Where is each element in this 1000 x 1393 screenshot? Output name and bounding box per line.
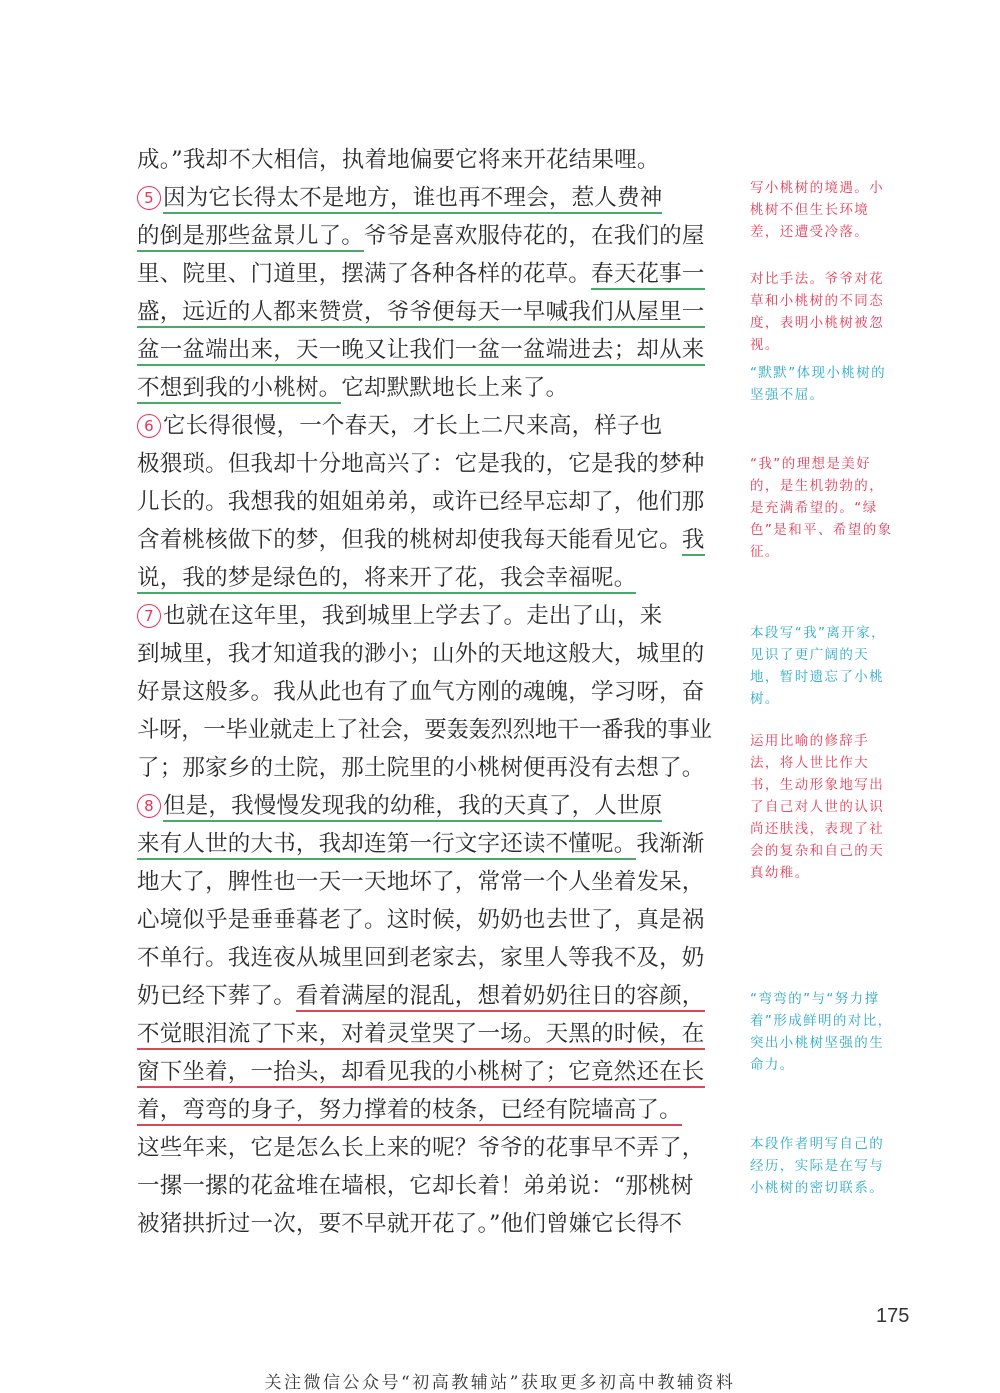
underlined-text: 不觉眼泪流了下来，对着灵堂哭了一场。天黑的时候，在: [137, 1021, 705, 1050]
text-line: [137, 335, 707, 365]
paragraph-number-8: 8: [137, 794, 161, 818]
underlined-text: 看着满屋的混乱，想着奶奶往日的容颜，: [296, 983, 705, 1012]
margin-note: 对比手法。爷爷对花草和小桃树的不同态度，表明小桃树被忽视。: [750, 271, 885, 353]
text-line: 了；那家乡的土院，那土院里的小桃树便再没有去想了。: [137, 755, 705, 781]
text-line: 地大了，脾性也一天一天地坏了，常常一个人坐着发呆，: [137, 869, 705, 895]
underlined-text: 的倒是那些盆景儿了。: [137, 223, 364, 252]
text-line: 好景这般多。我从此也有了血气方刚的魂魄，学习呀，奋: [137, 679, 705, 705]
text-line: [137, 563, 707, 593]
underlined-text: 盆一盆端出来，天一晚又让我们一盆一盆端进去；却从来: [137, 337, 705, 366]
paragraph-number-5: 5: [137, 186, 161, 210]
paragraph-number-7: 7: [137, 604, 161, 628]
margin-note: 本段作者明写自己的经历，实际是在写与小桃树的密切联系。: [750, 1136, 885, 1196]
text-line: 7 也就在这年里，我到城里上学去了。走出了山，来: [137, 601, 707, 631]
text-line: 的倒是那些盆景儿了。爷爷是喜欢服侍花的，在我们的屋: [137, 221, 707, 251]
margin-note: 写小桃树的境遇。小桃树不但生长环境差，还遭受冷落。: [750, 180, 885, 240]
margin-note: “我”的理想是美好的，是生机勃勃的，是充满希望的。“绿色”是和平、希望的象征。: [750, 456, 893, 560]
text-line: 里、院里、门道里，摆满了各种各样的花草。春天花事一: [137, 259, 707, 289]
margin-note: “默默”体现小桃树的坚强不屈。: [750, 365, 886, 403]
footer-promo: 关注微信公众号“初高教辅站”获取更多初高中教辅资料: [264, 1373, 736, 1393]
underlined-text: 盛，远近的人都来赞赏，爷爷便每天一早喊我们从屋里一: [137, 299, 705, 328]
underlined-text: 不想到我的小桃树。: [137, 375, 341, 404]
margin-note: 本段写“我”离开家，见识了更广阔的天地，暂时遗忘了小桃树。: [750, 625, 886, 707]
underlined-text: 窗下坐着，一抬头，却看见我的小桃树了；它竟然还在长: [137, 1059, 705, 1088]
underlined-text: 因为它长得太不是地方，谁也再不理会，惹人费神: [163, 185, 662, 214]
margin-note: “弯弯的”与“努力撑着”形成鲜明的对比，突出小桃树坚强的生命力。: [750, 991, 893, 1073]
paragraph-number-6: 6: [137, 414, 161, 438]
text-line: 一摞一摞的花盆堆在墙根，它却长着！弟弟说：“那桃树: [137, 1173, 694, 1199]
underlined-text: 着，弯弯的身子，努力撑着的枝条，已经有院墙高了。: [137, 1097, 682, 1126]
text-line: 不单行。我连夜从城里回到老家去，家里人等我不及，奶: [137, 945, 705, 971]
text-line: 到城里，我才知道我的渺小；山外的天地这般大，城里的: [137, 641, 705, 667]
text-line: [137, 297, 707, 327]
text-line: [137, 1019, 707, 1049]
text-line: 来有人世的大书，我却连第一行文字还读不懂呢。我渐渐: [137, 829, 707, 859]
underlined-text: 但是，我慢慢发现我的幼稚，我的天真了，人世原: [163, 793, 662, 822]
underlined-text: 来有人世的大书，我却连第一行文字还读不懂呢。: [137, 831, 636, 860]
text-line: [137, 1057, 707, 1087]
text-line: [137, 1095, 707, 1125]
text-line: 奶已经下葬了。看着满屋的混乱，想着奶奶往日的容颜，: [137, 981, 707, 1011]
text-line: [137, 791, 707, 821]
page-number: 175: [876, 1305, 910, 1327]
text-line: 心境似乎是垂垂暮老了。这时候，奶奶也去世了，真是祸: [137, 907, 705, 933]
text-line: 成。”我却不大相信，执着地偏要它将来开花结果哩。: [137, 147, 660, 173]
text-line: 不想到我的小桃树。它却默默地长上来了。: [137, 373, 707, 403]
text-line: 儿长的。我想我的姐姐弟弟，或许已经早忘却了，他们那: [137, 489, 705, 515]
text-line: 含着桃核做下的梦，但我的桃树却使我每天能看见它。我: [137, 525, 707, 555]
text-line: [137, 183, 707, 213]
text-line: 斗呀，一毕业就走上了社会，要轰轰烈烈地干一番我的事业: [137, 717, 712, 743]
text-line: 这些年来，它是怎么长上来的呢？爷爷的花事早不弄了，: [137, 1135, 705, 1161]
text-line: 极猥琐。但我却十分地高兴了：它是我的，它是我的梦种: [137, 451, 705, 477]
text-line: 被猪拱折过一次，要不早就开花了。”他们曾嫌它长得不: [137, 1211, 683, 1237]
text-line: 6 它长得很慢，一个春天，才长上二尺来高，样子也: [137, 411, 707, 441]
underlined-text: 说，我的梦是绿色的，将来开了花，我会幸福呢。: [137, 565, 636, 594]
margin-note: 运用比喻的修辞手法，将人世比作大书，生动形象地写出了自己对人世的认识尚还肤浅，表现了社会的复杂和自己的天真幼稚。: [750, 733, 885, 881]
underlined-text: 我: [682, 527, 705, 556]
underlined-text: 春天花事一: [591, 261, 705, 290]
